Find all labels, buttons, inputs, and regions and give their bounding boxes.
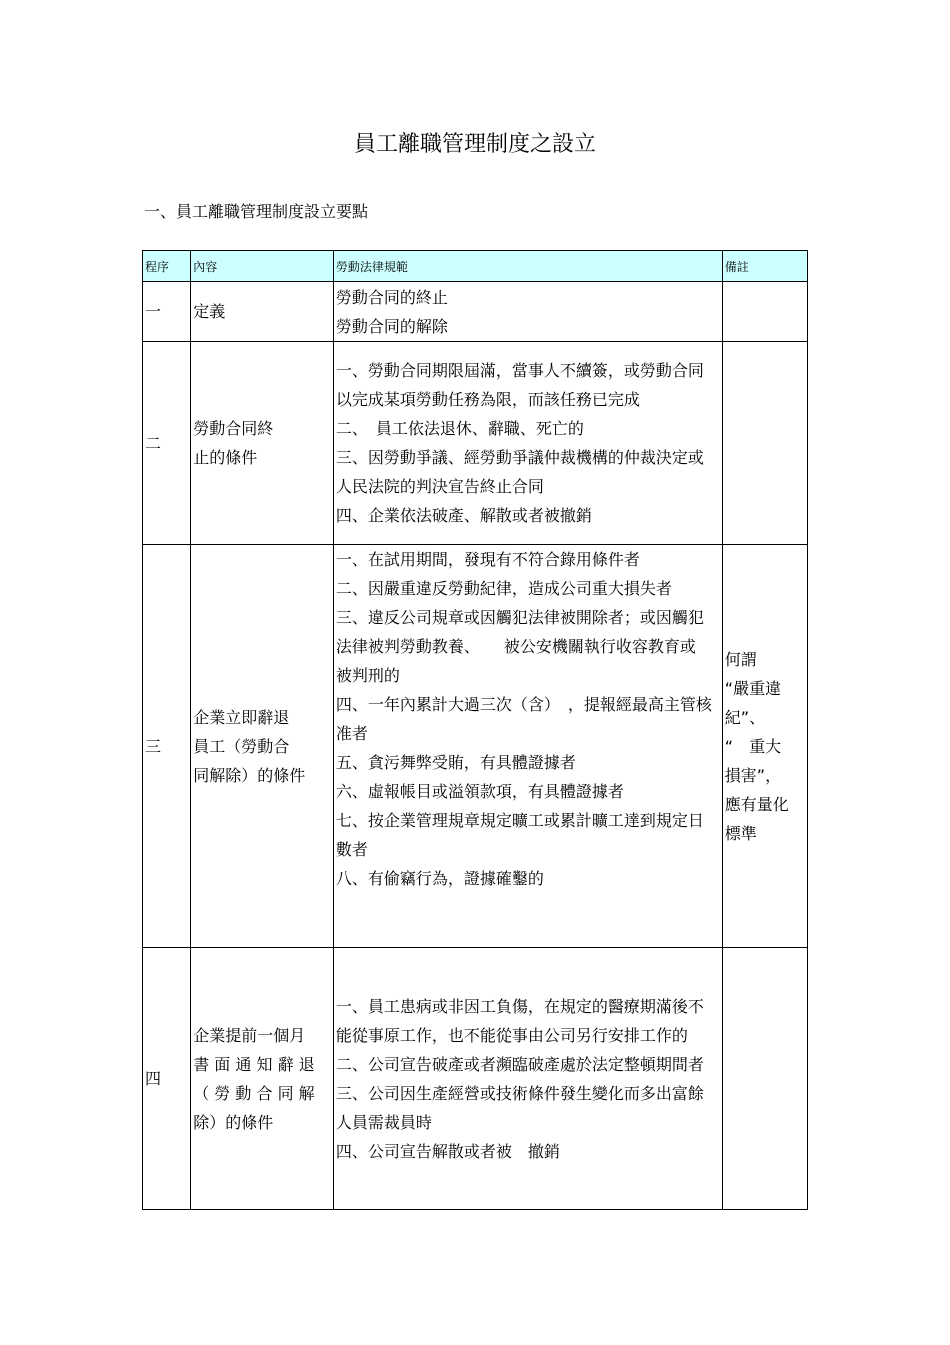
law-line: 一、員工患病或非因工負傷，在規定的醫療期滿後不能從事原工作，也不能從事由公司另行安排工作的 xyxy=(335,996,704,1045)
note-line: 損害”， xyxy=(724,765,782,785)
law-line: 三、違反公司規章或因觸犯法律被開除者；或因觸犯法律被判勞動教養、 被公安機關執行收容教育或 被判刑的 xyxy=(335,608,712,685)
law-line: 勞動合同的解除 xyxy=(335,316,448,336)
header-note: 備註 xyxy=(722,251,807,282)
law-line: 勞動合同的終止 xyxy=(335,287,448,307)
content-line: 企業立即辭退 xyxy=(193,707,290,727)
row-law xyxy=(333,545,722,948)
law-line: 四、企業依法破產、解散或者被撤銷 xyxy=(335,506,592,525)
header-law: 勞動法律規範 xyxy=(333,251,722,282)
row-content xyxy=(191,282,334,342)
law-line: 二、公司宣告破產或者瀕臨破產處於法定整頓期間者 xyxy=(335,1054,704,1074)
row-content xyxy=(191,948,334,1210)
row-no: 三 xyxy=(143,545,191,948)
row-content xyxy=(191,545,334,948)
table-header-row xyxy=(143,251,808,282)
content-line: （ 勞 動 合 同 解 xyxy=(193,1083,315,1103)
law-line: 一、在試用期間，發現有不符合錄用條件者 xyxy=(335,550,640,569)
law-line: 六、虛報帳目或溢領款項，有具體證據者 xyxy=(335,782,624,801)
law-line: 一、勞動合同期限屆滿，當事人不續簽，或勞動合同以完成某項勞動任務為限，而該任務已完成 xyxy=(335,361,704,409)
law-line: 二、 員工依法退休、辭職、死亡的 xyxy=(335,419,584,438)
row-law xyxy=(333,342,722,545)
row-note xyxy=(722,545,807,948)
content-line: 勞動合同終 xyxy=(193,419,274,438)
rules-table xyxy=(142,250,808,1210)
note-line: 應有量化 xyxy=(724,794,789,814)
content-line: 書 面 通 知 辭 退 xyxy=(193,1054,315,1074)
note-line: 紀”、 xyxy=(724,707,766,727)
law-line: 二、因嚴重違反勞動紀律，造成公司重大損失者 xyxy=(335,579,672,598)
row-no: 二 xyxy=(143,342,191,545)
law-line: 四、公司宣告解散或者被 撤銷 xyxy=(335,1141,560,1161)
content-line: 定義 xyxy=(193,302,226,321)
row-content xyxy=(191,342,334,545)
header-no: 程序 xyxy=(143,251,191,282)
note-line: “嚴重違 xyxy=(724,678,782,698)
row-note xyxy=(722,282,807,342)
row-law xyxy=(333,948,722,1210)
header-content: 內容 xyxy=(191,251,334,282)
law-line: 三、因勞動爭議、經勞動爭議仲裁機構的仲裁決定或人民法院的判決宣告終止合同 xyxy=(335,448,704,496)
table-row xyxy=(143,342,808,545)
table-row xyxy=(143,948,808,1210)
row-note xyxy=(722,948,807,1210)
content-line: 員工（勞動合 xyxy=(193,736,290,756)
note-line: “ 重大 xyxy=(724,736,782,756)
row-no: 一 xyxy=(143,282,191,342)
law-line: 三、公司因生產經營或技術條件發生變化而多出富餘人員需裁員時 xyxy=(335,1083,704,1132)
content-line: 同解除）的條件 xyxy=(193,765,306,785)
content-line: 除）的條件 xyxy=(193,1112,274,1132)
row-note xyxy=(722,342,807,545)
law-line: 五、貪污舞弊受賄，有具體證據者 xyxy=(335,753,576,772)
row-no: 四 xyxy=(143,948,191,1210)
note-line: 標準 xyxy=(724,823,757,843)
law-line: 七、按企業管理規章規定曠工或累計曠工達到規定日數者 xyxy=(335,811,704,859)
document-title: 員工離職管理制度之設立 xyxy=(353,132,596,157)
section-heading: 一、員工離職管理制度設立要點 xyxy=(144,202,369,221)
note-line: 何謂 xyxy=(724,649,757,669)
table-row xyxy=(143,282,808,342)
content-line: 止的條件 xyxy=(193,448,258,467)
law-line: 八、有偷竊行為，證據確鑿的 xyxy=(335,869,544,888)
table-row xyxy=(143,545,808,948)
content-line: 企業提前一個月 xyxy=(193,1025,306,1045)
law-line: 四、一年內累計大過三次（含） ，提報經最高主管核准者 xyxy=(335,695,712,743)
row-law xyxy=(333,282,722,342)
